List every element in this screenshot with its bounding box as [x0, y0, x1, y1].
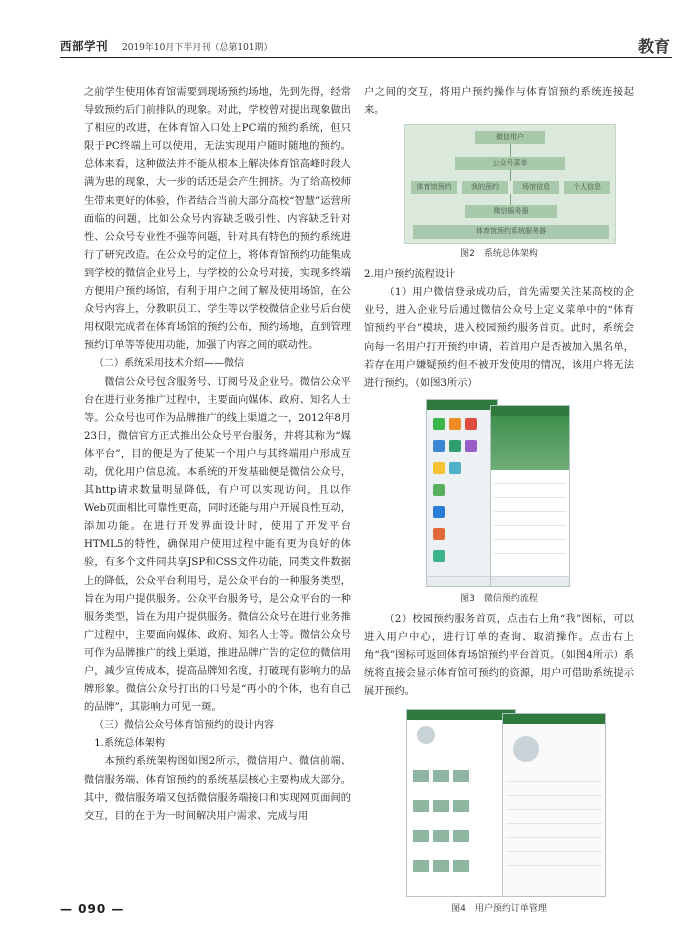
status-bar	[407, 710, 515, 720]
list-item	[506, 796, 602, 810]
venue-thumbnail	[453, 860, 469, 872]
venue-banner	[491, 416, 569, 470]
venue-thumbnail	[433, 830, 449, 842]
venue-thumbnail	[453, 770, 469, 782]
avatar	[417, 726, 435, 744]
list-item	[494, 512, 566, 526]
app-icon	[449, 440, 461, 452]
app-icon	[433, 484, 445, 496]
diagram-node-system: 体育馆预约系统服务器	[413, 225, 609, 239]
left-column	[84, 84, 351, 826]
issue-info: 2019年10月下半月刊（总第101期）	[122, 43, 273, 53]
body-paragraph: 户之间的交互，将用户预约操作与体育馆预约系统连接起来。	[364, 87, 634, 117]
phone-screen-venue	[490, 405, 570, 587]
running-header	[60, 24, 672, 58]
diagram-node-user: 微信用户	[475, 131, 545, 144]
page-number: — 090 —	[60, 902, 125, 916]
venue-thumbnail	[413, 860, 429, 872]
figure-caption: 图2 系统总体架构	[460, 249, 538, 260]
status-bar	[491, 406, 569, 416]
app-icon	[433, 462, 445, 474]
status-bar	[427, 400, 497, 410]
list-item	[506, 768, 602, 782]
app-icon	[433, 550, 445, 562]
subsection-heading: 1.系统总体架构	[94, 738, 166, 750]
body-paragraph: （1）用户微信登录成功后，首先需要关注某高校的企业号，进入企业号后通过微信公众号上定义菜单中的“体育馆预约平台”模块，进入校园预约服务首页。此时，系统会向每一名用户打开预约申请，若首用户是否被加入黑名单，若存在用户嫌疑预约但不被开发使用的情况，该用户将无法进行预约。（如图3所示）	[364, 287, 634, 389]
venue-thumbnail	[433, 860, 449, 872]
diagram-arrow	[510, 144, 511, 157]
body-paragraph: 微信公众号包含服务号、订阅号及企业号。微信公众平台在进行业务推广过程中，主要面向媒体、政府、知名人士等。公众号也可作为品牌推广的线上渠道之一，2012年8月23日，微信官方正式推出公众号平台服务，并将其称为“媒体平台”，目的便是为了使某一个用户与其终端用户形成互动，优化用户信息流。本系统的开发基础便是微信公众号，其http请求数量明显降低，有户可以实现访问，且以作Web页面相比可靠性更高，同时还能与用户开展良性互动，添加功能。在进行开发界面设计时，使用了开发平台HTML5的特性，确保用户使用过程中能有更为良好的体验，有多个文件同共享JSP和CSS文件功能，同类文件数据上的降低，公众平台利用号，是公众平台的一种服务类型，旨在为用户提供服务。公众平台服务号，是公众平台的一种服务类型，旨在为用户提供服务。微信公众号在进行业务推广过程中，主要面向媒体、政府、知名人士等。微信公众号可作为品牌推广的线上渠道，推进品牌广告的定位的微信用户，减少宣传成本，提高品牌知名度，打破现有影响力的品牌形象。微信公众号打出的口号是“再小的个体，也有自己的品牌”，其影响力可见一斑。	[84, 376, 351, 714]
app-icon	[433, 440, 445, 452]
tab-bar	[427, 576, 497, 586]
list-item	[506, 782, 602, 796]
diagram-arrow	[510, 194, 511, 205]
diagram-node-menu: 公众号菜单	[455, 157, 565, 170]
status-bar	[503, 714, 605, 724]
app-icon	[433, 506, 445, 518]
order-management-screenshot	[406, 709, 606, 899]
tab-bar	[491, 576, 569, 586]
list-item	[506, 838, 602, 852]
body-paragraph: 之前学生使用体育馆需要到现场预约场地，先到先得，经常导致预约后门前排队的现象。对此，学校曾对提出现象做出了相应的改进，在体育馆入口处上PC端的预约系统，但只限于PC终端上可以使用，无法实现用户随时随地的预约。总体来看，这种做法并不能从根本上解决体育馆高峰时段人满为患的现象，大一步的话还是会产生拥挤。为了给高校师生带来更好的体验，作者结合当前大部分高校“智慧”运营所面临的问题，比如公众号内容缺乏吸引性、内容缺乏针对性、公众号专业性不强等问题，针对具有特色的预约系统进行了研究改造。在公众号的定位上，将体育馆预约功能集成到学校的微信企业号上，与学校的公众号对接，实现多终端方便用户预约场馆，有利于用户之间了解及使用场馆，在公众号内容上，分教职员工、学生等以学校微信企业号后台使用权限完成者在体育场馆的预约公布，预约场地，直到管理预约订单等等使用功能，加强了内容之间的联动性。	[84, 87, 351, 352]
app-icon	[465, 418, 477, 430]
list-item	[506, 824, 602, 838]
list-item	[494, 484, 566, 498]
phone-screen-user-center	[502, 713, 606, 897]
app-icon	[465, 440, 477, 452]
journal-logo: 西部学刊	[60, 39, 108, 53]
app-icon	[449, 418, 461, 430]
venue-thumbnail	[413, 770, 429, 782]
app-icon	[433, 528, 445, 540]
figure-caption: 图3 微信预约流程	[460, 593, 538, 604]
diagram-cell: 场馆信息	[513, 181, 559, 194]
diagram-cell: 体育馆预约	[411, 181, 457, 194]
body-paragraph: （2）校园预约服务首页，点击右上角“我”图标，可以进入用户中心，进行订单的查询、取消操作。点击右上角“我”图标可返回体育场馆预约平台首页。（如图4所示）系统将直接会显示体育馆可预约的资源，用户可借助系统提示展开预约。	[364, 613, 634, 698]
section-heading: （三）微信公众号体育馆预约的设计内容	[94, 720, 274, 732]
figure-caption: 图4 用户预约订单管理	[451, 904, 547, 915]
section-title: 教育	[637, 37, 670, 56]
list-item	[494, 498, 566, 512]
venue-thumbnail	[433, 770, 449, 782]
app-icon	[449, 462, 461, 474]
body-paragraph: 本预约系统架构图如图2所示，微信用户、微信前端、微信服务端、体育馆预约的系统基层核心主要构成大部分。其中，微信服务端又包括微信服务端接口和实现网页面间的交互，目的在于为一时间解决用户需求、完成与用	[84, 756, 351, 822]
app-icon	[433, 418, 445, 430]
list-item	[494, 526, 566, 540]
section-heading: （二）系统采用技术介绍——微信	[94, 358, 244, 370]
list-item	[506, 810, 602, 824]
diagram-cell: 我的预约	[462, 181, 508, 194]
venue-thumbnail	[453, 830, 469, 842]
venue-thumbnail	[433, 800, 449, 812]
phone-screen-venues	[406, 709, 516, 897]
list-item	[506, 852, 602, 866]
venue-thumbnail	[413, 800, 429, 812]
right-column	[364, 84, 634, 921]
architecture-diagram	[404, 124, 616, 244]
diagram-node-server: 微信服务器	[465, 205, 557, 218]
list-item	[494, 470, 566, 484]
venue-thumbnail	[413, 830, 429, 842]
list-item	[494, 540, 566, 554]
diagram-arrow	[510, 170, 511, 181]
venue-thumbnail	[453, 800, 469, 812]
subsection-heading: 2.用户预约流程设计	[364, 269, 456, 281]
diagram-cell: 个人信息	[564, 181, 610, 194]
booking-flow-screenshot	[426, 399, 568, 589]
phone-screen-home	[426, 399, 498, 587]
